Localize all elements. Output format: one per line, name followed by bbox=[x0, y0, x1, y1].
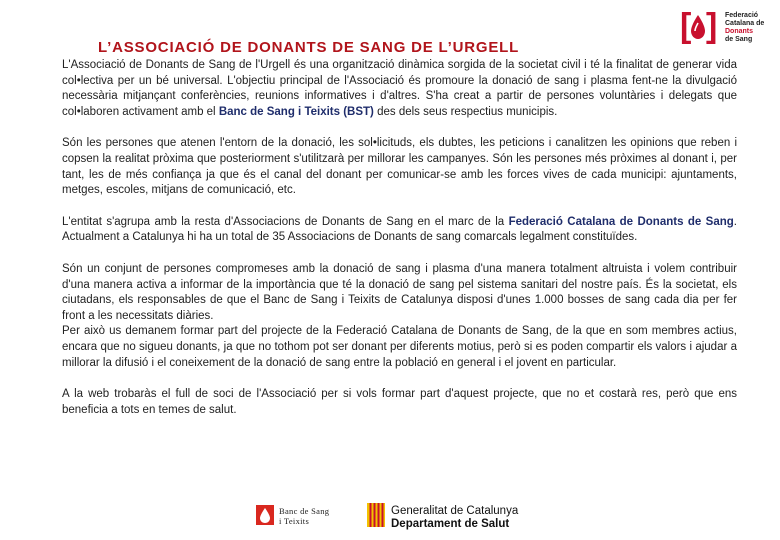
generalitat-line-2: Departament de Salut bbox=[391, 517, 510, 530]
federacio-logo bbox=[680, 9, 772, 47]
left-bracket-icon: [ bbox=[680, 7, 692, 45]
paragraph-web: A la web trobaràs el full de soci de l'Associació per si vols formar part d'aquest projecte, que no et costarà res, però que ens beneficia a tots en temes de salut. bbox=[62, 388, 737, 416]
paragraph-intro bbox=[62, 58, 737, 120]
article-body bbox=[62, 58, 737, 434]
senyera-icon bbox=[366, 502, 386, 528]
p4-text-a: Són un conjunt de persones compromeses amb la donació de sang i plasma d'una manera totalment altruista i volem contribuir d'una manera activa a informar de la importància que té la donació de sang pel sistema sanitari del nostre país. És la societat, els ciutadans, els responsables de que el Banc de Sang i Teixits de Catalunya disposi d'unes 1.000 bosses de sang cada dia per fer front a les necessitats diàries. bbox=[62, 262, 737, 322]
federacio-line-3: Donants bbox=[725, 28, 753, 35]
p1-text-b: des dels seus respectius municipis. bbox=[373, 105, 558, 118]
paragraph-volunteers: Són les persones que atenen l'entorn de la donació, les sol•licituds, els dubtes, les peticions i canalitzen les opinions que reben i copsen la realitat pròxima que posteriorment s'utilitzarà per millorar les campanyes. Són les persones més pròximes al donant i, per tant, les de més confiança ja que és el canal del donant per comunicar-se amb les forces vives de cada municipi: ajuntaments, metges, escoles, mitjans de comunicació, etc. bbox=[62, 137, 737, 197]
blood-drop-icon bbox=[690, 14, 706, 40]
federacio-line-2: Catalana de bbox=[725, 20, 765, 27]
paragraph-commitment bbox=[62, 262, 737, 371]
federacio-logo-text bbox=[725, 12, 764, 44]
p3-text-b: . Actualment a Catalunya hi ha un total de 35 Associacions de Donants de sang comarcals legalment constituïdes. bbox=[62, 215, 737, 244]
p3-text-a: L'entitat s'agrupa amb la resta d'Associacions de Donants de Sang en el marc de la bbox=[62, 215, 509, 228]
federacio-line-4: de Sang bbox=[725, 36, 753, 43]
right-bracket-icon: ] bbox=[706, 7, 718, 45]
bst-line-2: i Teixits bbox=[279, 515, 310, 526]
bst-highlight: Banc de Sang i Teixits (BST) bbox=[218, 105, 374, 118]
generalitat-line-1: Generalitat de Catalunya bbox=[391, 505, 519, 517]
bst-drop-icon bbox=[255, 503, 275, 527]
p1-text-a: L'Associació de Donants de Sang de l'Urgell és una organització dinàmica sorgida de la societat civil i té la finalitat de generar vida col•lectiva per un bé universal. L'objectiu principal de l'Associació és promoure la donació de sang i plasma fent-ne la divulgació necessària mitjançant conferències, reunions informatives i d'altres. S'ha creat a partir de persones voluntàries i delegats que col•laboren activament amb el bbox=[62, 59, 737, 118]
generalitat-logo-text bbox=[391, 505, 518, 530]
generalitat-logo bbox=[366, 502, 546, 532]
bst-line-1: Banc de Sang bbox=[279, 506, 330, 516]
bst-logo bbox=[255, 503, 355, 529]
page-title: L’ASSOCIACIÓ DE DONANTS DE SANG DE L’URGELL bbox=[98, 39, 520, 56]
p4-text-b: Per això us demanem formar part del projecte de la Federació Catalana de Donants de Sang, de la que en som membres actius, encara que no sigueu donants, ja que no tothom pot ser donant per diferents motius, però si es poden compartir els valors i ajudar a millorar la difusió i el coneixement de la donació de sang entre la població en general i el jovent en particular. bbox=[62, 325, 737, 369]
federacio-line-1: Federació bbox=[725, 12, 759, 19]
bst-logo-text bbox=[279, 507, 329, 526]
paragraph-federation bbox=[62, 215, 737, 246]
federation-highlight: Federació Catalana de Donants de Sang bbox=[508, 215, 734, 228]
